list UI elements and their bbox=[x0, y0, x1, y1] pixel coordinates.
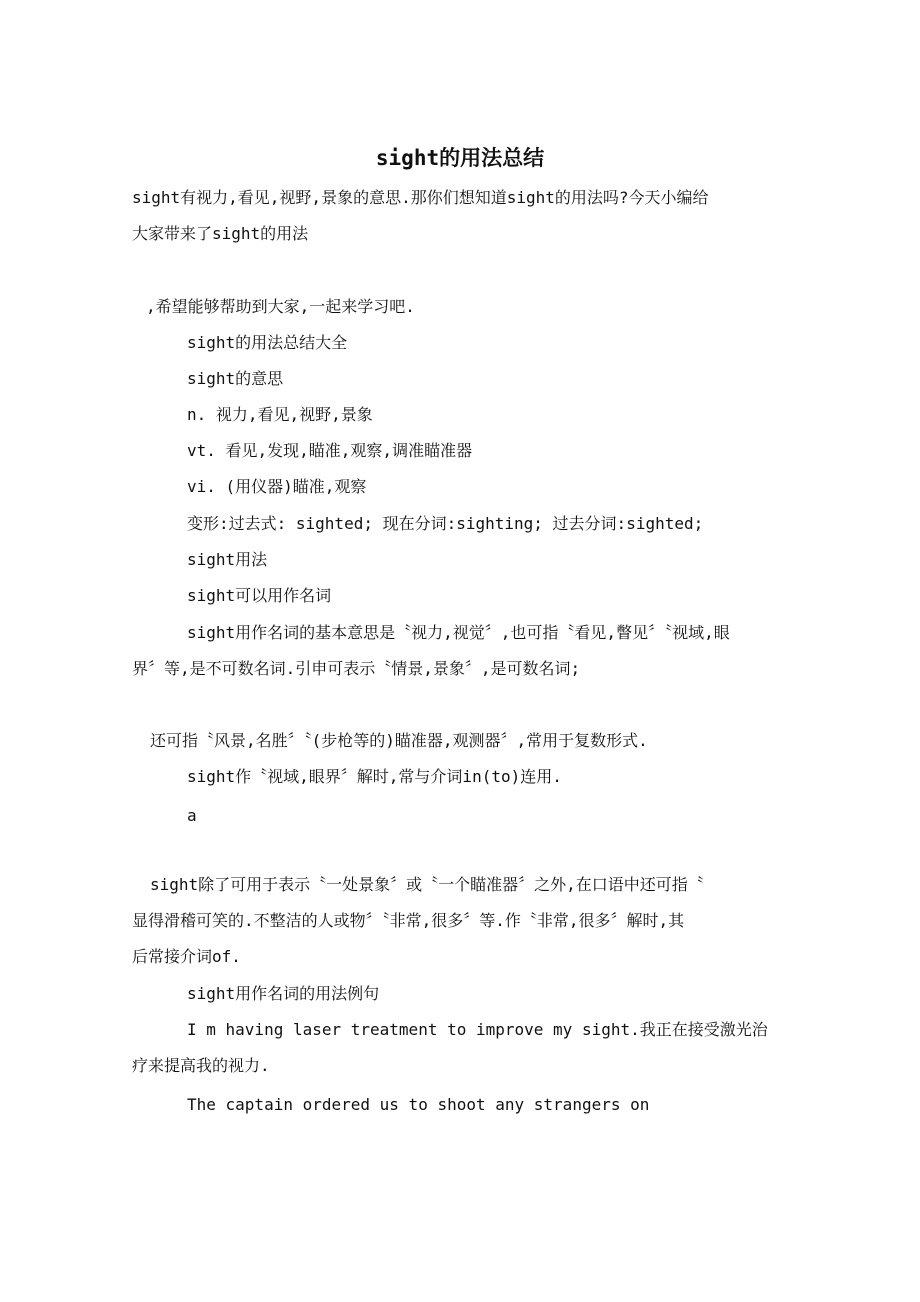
paragraph-line: sight有视力,看见,视野,景象的意思.那你们想知道sight的用法吗?今天小编给 bbox=[132, 188, 709, 207]
paragraph-line: 后常接介词of. bbox=[132, 947, 241, 966]
section-heading: sight用法 bbox=[187, 550, 268, 569]
paragraph-line: 还可指〝风景,名胜〞〝(步枪等的)瞄准器,观测器〞,常用于复数形式. bbox=[150, 731, 648, 750]
paragraph-line: sight用作名词的基本意思是〝视力,视觉〞,也可指〝看见,瞥见〞〝视域,眼 bbox=[187, 623, 730, 642]
paragraph-line: sight除了可用于表示〝一处景象〞或〝一个瞄准器〞之外,在口语中还可指〝 bbox=[150, 875, 704, 894]
example-sentence: I m having laser treatment to improve my sight.我正在接受激光治 bbox=[187, 1020, 768, 1039]
example-sentence: The captain ordered us to shoot any strangers on bbox=[187, 1095, 650, 1114]
page-title: sight的用法总结 bbox=[375, 146, 545, 170]
section-heading: sight的意思 bbox=[187, 369, 284, 388]
example-sentence: 疗来提高我的视力. bbox=[132, 1056, 270, 1075]
definition-line: vi. (用仪器)瞄准,观察 bbox=[187, 477, 367, 496]
paragraph-line: sight作〝视域,眼界〞解时,常与介词in(to)连用. bbox=[187, 767, 562, 786]
definition-line: vt. 看见,发现,瞄准,观察,调准瞄准器 bbox=[187, 441, 473, 460]
section-heading: sight的用法总结大全 bbox=[187, 333, 348, 352]
paragraph-line: 界〞等,是不可数名词.引申可表示〝情景,景象〞,是可数名词; bbox=[132, 659, 581, 678]
paragraph-line: a bbox=[187, 806, 197, 825]
paragraph-line: 显得滑稽可笑的.不整洁的人或物〞〝非常,很多〞等.作〝非常,很多〞解时,其 bbox=[132, 911, 685, 930]
definition-line: n. 视力,看见,视野,景象 bbox=[187, 405, 373, 424]
section-heading: sight用作名词的用法例句 bbox=[187, 984, 380, 1003]
paragraph-line: ,希望能够帮助到大家,一起来学习吧. bbox=[146, 297, 415, 316]
inflection-line: 变形:过去式: sighted; 现在分词:sighting; 过去分词:sighted; bbox=[187, 514, 704, 533]
section-heading: sight可以用作名词 bbox=[187, 586, 332, 605]
paragraph-line: 大家带来了sight的用法 bbox=[132, 224, 309, 243]
